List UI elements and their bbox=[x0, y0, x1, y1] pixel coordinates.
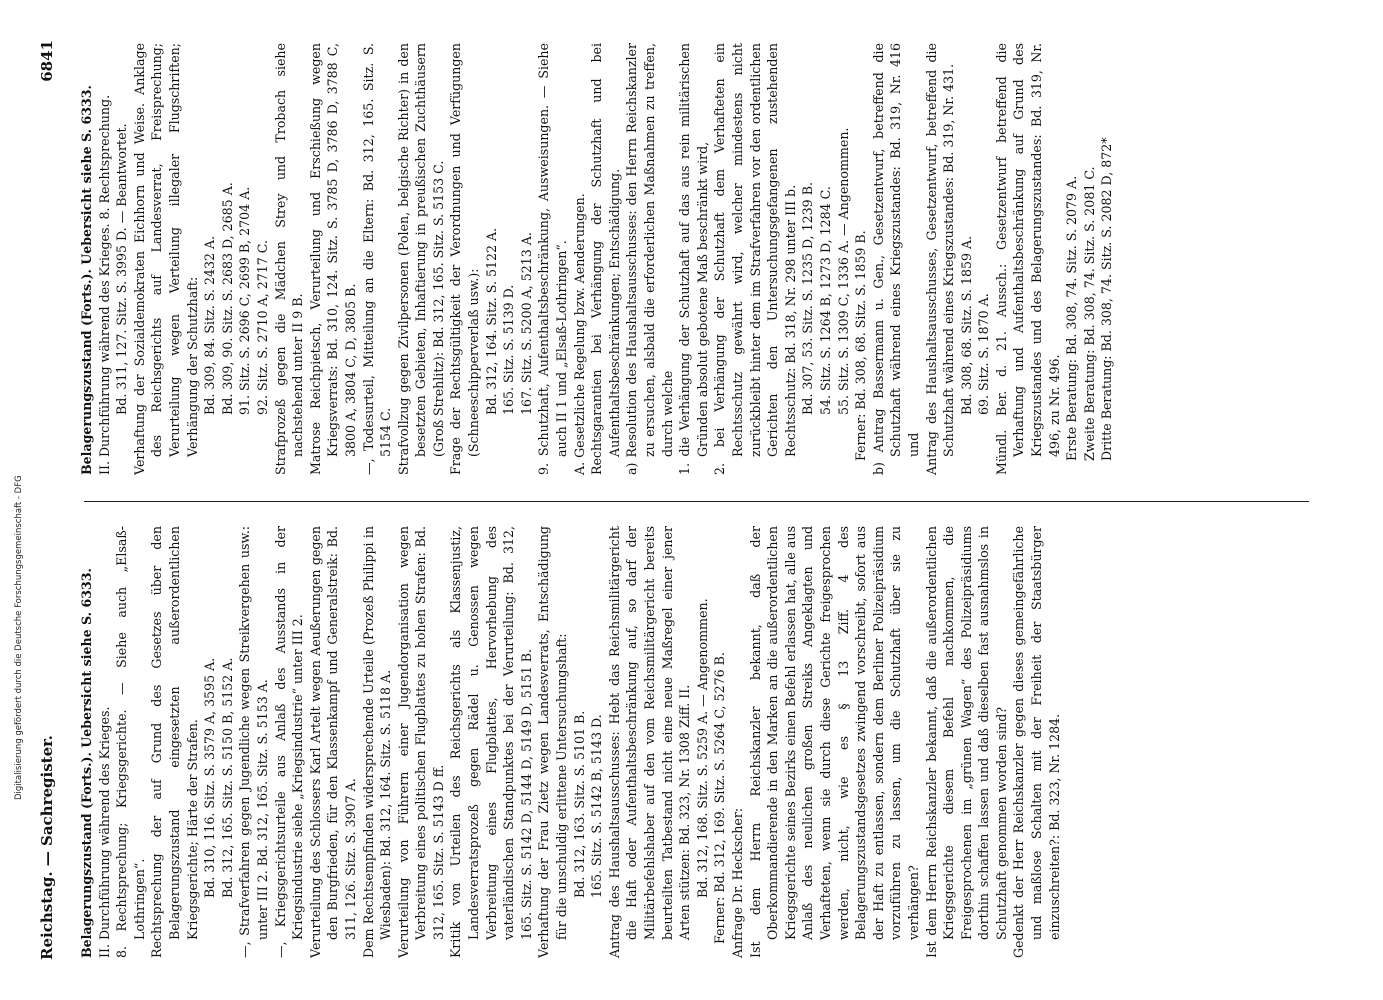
register-entry: 69. Sitz. S. 1870 A. bbox=[976, 293, 992, 415]
register-entry: 8. Rechtsprechung; Kriegsgerichte. — Siehe auch „Elsaß-Lothringen“. bbox=[114, 526, 147, 958]
register-entry: Gedenkt der Herr Reichskanzler gegen dieses gemeingefährliche und maßlose Schalten mit der Freiheit der Staatsbürger einzuschreiten?: Bd. 323, Nr. 1284. bbox=[1011, 526, 1062, 958]
register-entry: Bd. 312, 165. Sitz. S. 5150 B, 5152 A. bbox=[219, 657, 235, 898]
register-entry: Ferner: Bd. 312, 169. Sitz. S. 5264 C, 5276 B. bbox=[712, 652, 728, 944]
register-entry: Strafvollzug gegen Zivilpersonen (Polen, belgische Richter) in den besetzten Gebieten, Inhaftierung in preußischen Zuchthäusern (Groß Strehlitz): Bd. 312, 165. Sitz. S. 5153 C. bbox=[395, 43, 446, 475]
register-entry: Verurteilung von Führern einer Jugendorganisation wegen Verbreitung eines politischen Flugblattes zu hohen Strafen: Bd. 312, 165. Sitz. S. 5143 D ff. bbox=[395, 526, 446, 958]
register-entry: Frage der Rechtsgültigkeit der Verordnungen und Verfügungen (Schneeschipperverlaß usw.): bbox=[448, 43, 482, 475]
register-entry: 165. Sitz. S. 5139 D. bbox=[501, 284, 517, 415]
register-entry: Bd. 309, 90. Sitz. S. 2683 D, 2685 A. bbox=[219, 182, 235, 415]
register-entry: Rechtsgarantien bei Verhängung der Schutzhaft und bei Aufenthaltsbeschränkungen; Entschädigung. bbox=[589, 43, 622, 475]
register-entry: Erste Beratung: Bd. 308, 74. Sitz. S. 2079 A. bbox=[1064, 175, 1080, 461]
register-entry: Bd. 309, 84. Sitz. S. 2432 A. bbox=[202, 235, 218, 415]
register-entry: —, Strafverfahren gegen Jugendliche wegen Streikvergehen usw.: unter III 2. Bd. 312, 165. Sitz. S. 5153 A. bbox=[237, 526, 270, 958]
column-divider bbox=[84, 501, 1309, 502]
register-entry: Mündl. Ber. d. 21. Aussch.: Gesetzentwurf betreffend die Verhaftung und Aufenthaltsbeschränkung auf Grund des Kriegszustandes und des Belagerungszustandes: Bd. 319, Nr. 496, zu Nr. 496. bbox=[993, 43, 1062, 475]
page-header bbox=[38, 40, 66, 960]
right-column bbox=[78, 43, 1116, 475]
register-entry: Rechtsprechung der auf Grund des Gesetzes über den Belagerungszustand eingesetzten außerordentlichen Kriegsgerichte; Härte der Strafen. bbox=[149, 526, 200, 958]
margin-note-text: Digitalisierung gefördert durch die Deutsche Forschungsgemeinschaft - DFG bbox=[14, 475, 24, 800]
register-entry: Bd. 312, 163. Sitz. S. 5101 B. bbox=[571, 710, 587, 898]
register-entry: 54. Sitz. S. 1264 B, 1273 D, 1284 C. bbox=[817, 186, 833, 415]
register-entry: Dritte Beratung: Bd. 308, 74. Sitz. S. 2082 D, 872* bbox=[1099, 137, 1115, 461]
register-entry: Bd. 312, 164. Sitz. S. 5122 A. bbox=[483, 227, 499, 415]
register-entry: Verurteilung des Schlossers Karl Artelt wegen Aeußerungen gegen den Burgfrieden, für den Klassenkampf und Generalstreik: Bd. 311, 126. Sitz. S. 3907 A. bbox=[307, 526, 358, 958]
register-entry: 165. Sitz. S. 5142 B, 5143 D. bbox=[589, 714, 605, 898]
register-entry: Ist dem Herrn Reichskanzler bekannt, daß die außerordentlichen Kriegsgerichte diesem Befehl nachkommen, die Freigesprochenen im „grünen Wagen“ des Polizeipräsidiums dorthin schaffen lassen und daß dieselben fast ausnahmslos in Schutzhaft genommen worden sind? bbox=[923, 526, 1009, 958]
register-entry: Anfrage Dr. Heckscher: bbox=[729, 807, 745, 958]
register-entry: A. Gesetzliche Regelung bzw. Aenderungen. bbox=[571, 193, 587, 475]
register-entry: 1. die Verhängung der Schutzhaft auf das aus rein militärischen Gründen absolut gebotene Maß beschränkt wird, bbox=[677, 43, 710, 475]
register-entry: Matrose Reichpietsch, Verurteilung und Erschießung wegen Kriegsverrats: Bd. 310, 124. Sitz. S. 3785 D, 3786 D, 3788 C, 3800 A, 3804 C, D, 3805 B. bbox=[307, 43, 358, 475]
register-entry: Ferner: Bd. 308, 68. Sitz. S. 1859 B. bbox=[853, 230, 869, 461]
register-entry: Antrag des Haushaltsausschusses, Gesetzentwurf, betreffend die Schutzhaft während eines Kriegszustandes: Bd. 319, Nr. 431. bbox=[923, 43, 957, 475]
right-column-subheader: II. Durchführung während des Krieges. 8. Rechtsprechung. bbox=[96, 94, 112, 475]
register-entry: Bd. 312, 168. Sitz. S. 5259 A. — Angenommen. bbox=[694, 598, 710, 898]
register-entry: Verhaftung der Frau Zietz wegen Landesverrats, Entschädigung für die unschuldig erlittene Untersuchungshaft: bbox=[536, 526, 570, 958]
register-entry: —, Kriegsgerichtsurteile aus Anlaß des Ausstands in der Kriegsindustrie siehe „Kriegsindustrie“ unter III 2. bbox=[272, 526, 306, 958]
register-entry: Strafprozeß gegen die Mädchen Strey und Trobach siehe nachstehend unter II 9 B. bbox=[272, 43, 306, 475]
register-entry: Antrag des Haushaltsausschusses: Hebt das Reichsmilitärgericht die Haft oder Aufenthaltsbeschränkung auf, so darf der Militärbefehlshaber auf den vom Reichsmilitärgericht bereits beurteilten Tatbestand nicht eine neue Maßregel einer jener Arten stützen: Bd. 323, Nr. 1308 Ziff. II. bbox=[606, 526, 693, 958]
right-column-header: Belagerungszustand (Forts.). Uebersicht siehe S. 6333. bbox=[79, 85, 94, 475]
register-entry: Ist dem Herrn Reichskanzler bekannt, daß der Oberkommandierende in den Marken an die außerordentlichen Kriegsgerichte seines Bezirks einen Befehl erlassen hat, alle aus Anlaß des neulichen großen Streiks Angeklagten und Verhafteten, wenn sie durch diese Gerichte freigesprochen werden, nicht, wie es § 13 Ziff. 4 des Belagerungszustandsgesetzes zwingend vorschreibt, sofort aus der Haft zu entlassen, sondern dem Berliner Polizeipräsidium vorzuführen zu lassen, um die Schutzhaft über sie zu verhängen? bbox=[747, 526, 921, 958]
register-entry: 55. Sitz. S. 1309 C, 1336 A. — Angenommen. bbox=[835, 127, 851, 415]
register-entry: Belagerungszustand (Forts.). Uebersicht siehe S. 6333. bbox=[79, 568, 94, 958]
register-entry: Zweite Beratung: Bd. 308, 74. Sitz. S. 2081 C. bbox=[1081, 166, 1097, 461]
register-entry: II. Durchführung während des Krieges. bbox=[96, 706, 112, 958]
register-entry: a) Resolution des Haushaltsausschusses: den Herrn Reichskanzler zu ersuchen, alsbald die erforderlichen Maßnahmen zu treffen, durch welche bbox=[624, 43, 675, 475]
register-entry: 92. Sitz. S. 2710 A, 2717 C. bbox=[254, 240, 270, 415]
register-entry: Kritik von Urteilen des Reichsgerichts als Klassenjustiz, Landesverratsprozeß gegen Rädel u. Genossen wegen Verbreitung eines Flugblattes, Hervorhebung des vaterländischen Standpunktes bei der Verurteilung: Bd. 312, 165. Sitz. S. 5142 D, 5144 D, 5149 D, 5151 B. bbox=[448, 526, 534, 958]
register-entry: Bd. 308, 68. Sitz. S. 1859 A. bbox=[958, 235, 974, 415]
margin-note bbox=[14, 160, 24, 800]
register-entry: Dem Rechtsempfinden widersprechende Urteile (Prozeß Philippi in Wiesbaden): Bd. 312, 164. Sitz. S. 5118 A. bbox=[360, 526, 394, 958]
register-entry: 91. Sitz. S. 2696 C, 2699 B, 2704 A. bbox=[237, 186, 253, 415]
register-entry: 167. Sitz. S. 5200 A, 5213 A. bbox=[518, 232, 534, 415]
register-entry: —, Todesurteil, Mitteilung an die Eltern: Bd. 312, 165. Sitz. S. 5154 C. bbox=[360, 43, 394, 475]
running-title: Reichstag. — Sachregister. bbox=[38, 735, 56, 960]
register-entry: b) Antrag Bassermann u. Gen., Gesetzentwurf, betreffend die Schutzhaft während eines Kriegszustandes: Bd. 319, Nr. 416 und bbox=[870, 43, 921, 475]
left-column bbox=[78, 526, 1063, 958]
register-entry: 9. Schutzhaft, Aufenthaltsbeschränkung, Ausweisungen. — Siehe auch II 1 und „Elsaß-Lothringen“. bbox=[536, 43, 570, 475]
register-entry: Verhaftung der Sozialdemokraten Eichhorn und Weise. Anklage des Reichsgerichts auf Landesverrat, Freisprechung; Verurteilung wegen Verteilung illegaler Flugschriften; Verhängung der Schutzhaft: bbox=[131, 43, 200, 475]
page-number: 6841 bbox=[38, 40, 56, 82]
register-entry: 2. bei Verhängung der Schutzhaft dem Verhafteten ein Rechtsschutz gewährt wird, welcher mindestens nicht zurückbleibt hinter dem im Strafverfahren vor den ordentlichen Gerichten den Untersuchungsgefangenen zustehenden Rechtsschutz: Bd. 318, Nr. 298 unter III b. bbox=[712, 43, 798, 475]
register-entry: Bd. 307, 53. Sitz. S. 1235 D, 1239 B. bbox=[800, 182, 816, 415]
register-entry: Bd. 310, 116. Sitz. S. 3579 A, 3595 A. bbox=[202, 657, 218, 898]
register-entry: Bd. 311, 127. Sitz. S. 3995 D. — Beantwortet. bbox=[114, 123, 130, 415]
